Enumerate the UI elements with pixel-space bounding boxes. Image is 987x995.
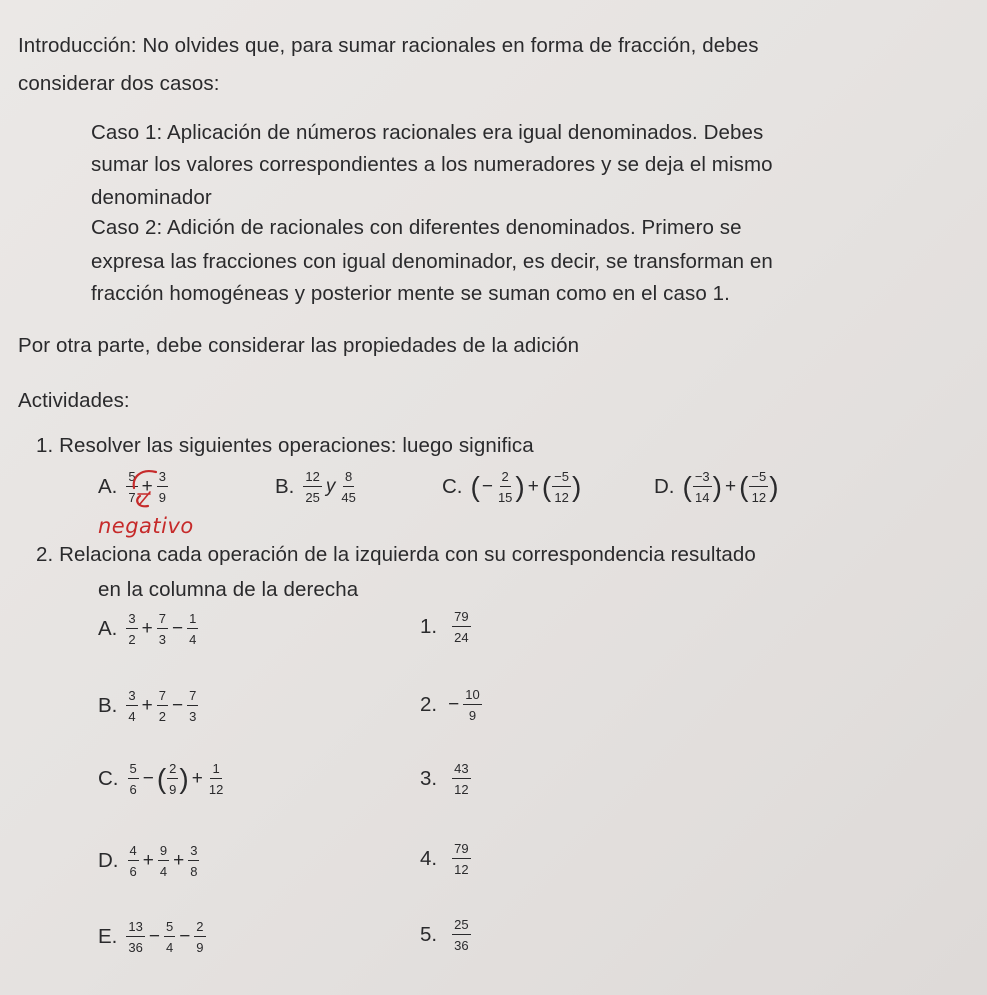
caso1-line-1: Caso 1: Aplicación de números racionales era igual denominados. Debes bbox=[91, 121, 764, 144]
fraction: $\frac{7}{3}$ bbox=[189, 688, 197, 724]
caso2-line-1: Caso 2: Adición de racionales con diferentes denominados. Primero se bbox=[91, 216, 742, 239]
match-right-5 bbox=[420, 918, 472, 952]
item-label: 1. bbox=[420, 615, 438, 638]
fraction: $\frac{2}{9}$ bbox=[169, 761, 177, 797]
fraction: $\frac{25}{36}$ bbox=[454, 917, 469, 953]
item-label: 2. bbox=[420, 693, 438, 716]
handwritten-circle-icon bbox=[128, 466, 168, 512]
intro-line-2: considerar dos casos: bbox=[18, 72, 220, 95]
fraction: $\frac{3}{9}$ bbox=[158, 469, 166, 505]
operator: + bbox=[141, 695, 153, 716]
item-label: B. bbox=[98, 694, 118, 717]
fraction: $\frac{2}{9}$ bbox=[196, 919, 204, 955]
match-left-e bbox=[98, 920, 207, 954]
operator: + bbox=[141, 476, 153, 497]
fraction: $\frac{12}{25}$ bbox=[305, 469, 320, 505]
fraction: $\frac{2}{15}$ bbox=[497, 469, 513, 505]
caso1-line-3: denominador bbox=[91, 186, 212, 209]
actividades-heading: Actividades: bbox=[18, 389, 130, 412]
item-label: E. bbox=[98, 925, 118, 948]
fraction: $\frac{-3}{14}$ bbox=[694, 469, 710, 505]
fraction: $\frac{7}{3}$ bbox=[158, 611, 166, 647]
match-right-1 bbox=[420, 610, 472, 644]
fraction: $\frac{-5}{12}$ bbox=[751, 469, 767, 505]
operator: − bbox=[148, 926, 160, 947]
fraction: $\frac{1}{4}$ bbox=[189, 611, 197, 647]
operator: + bbox=[191, 768, 203, 789]
fraction: $\frac{5}{7}$ bbox=[128, 469, 136, 505]
fraction: $\frac{10}{9}$ bbox=[465, 687, 480, 723]
fraction: $\frac{79}{24}$ bbox=[454, 609, 469, 645]
caso2-line-3: fracción homogéneas y posterior mente se suman como en el caso 1. bbox=[91, 282, 730, 305]
connector-text: y bbox=[325, 476, 336, 497]
match-left-b bbox=[98, 689, 199, 723]
fraction: $\frac{-5}{12}$ bbox=[554, 469, 569, 505]
operator: − bbox=[171, 618, 184, 639]
fraction: $\frac{3}{8}$ bbox=[190, 843, 198, 879]
operator: + bbox=[527, 476, 539, 497]
match-right-2 bbox=[420, 688, 483, 722]
intro-line-1: Introducción: No olvides que, para sumar racionales en forma de fracción, debes bbox=[18, 34, 759, 57]
item-label: A. bbox=[98, 617, 118, 640]
item-label: D. bbox=[98, 849, 119, 872]
fraction: $\frac{5}{4}$ bbox=[165, 919, 174, 955]
match-right-3 bbox=[420, 762, 472, 796]
operator: + bbox=[141, 618, 153, 639]
item-label: B. bbox=[275, 475, 295, 498]
activity2-title-line-2: en la columna de la derecha bbox=[98, 578, 359, 601]
fraction: $\frac{9}{4}$ bbox=[159, 843, 168, 879]
operator: + bbox=[724, 476, 737, 497]
match-right-4 bbox=[420, 842, 472, 876]
item-label: A. bbox=[98, 475, 118, 498]
sign: − bbox=[448, 694, 460, 715]
fraction: $\frac{5}{6}$ bbox=[129, 761, 137, 797]
handwritten-note: negativo bbox=[98, 514, 194, 538]
operator: − bbox=[179, 926, 191, 947]
item-label: D. bbox=[654, 475, 675, 498]
match-left-a bbox=[98, 612, 199, 646]
match-left-d bbox=[98, 844, 200, 878]
fraction: $\frac{43}{12}$ bbox=[454, 761, 469, 797]
item-label: C. bbox=[442, 475, 463, 498]
caso1-line-2: sumar los valores correspondientes a los numeradores y se deja el mismo bbox=[91, 153, 773, 176]
sign: − bbox=[481, 476, 493, 497]
activity2-title-line-1: 2. Relaciona cada operación de la izquierda con su correspondencia resultado bbox=[36, 543, 756, 566]
operator: − bbox=[142, 768, 154, 789]
match-left-c: C. $\frac{5}{6}$ − ( $\frac{2}{9}$ ) + $\frac{1}{12}$ bbox=[98, 761, 224, 797]
fraction: $\frac{7}{2}$ bbox=[158, 688, 166, 724]
item-label: 5. bbox=[420, 923, 438, 946]
fraction: $\frac{79}{12}$ bbox=[454, 841, 469, 877]
propiedades-text: Por otra parte, debe considerar las propiedades de la adición bbox=[18, 334, 580, 357]
item-label: 3. bbox=[420, 767, 438, 790]
activity1-title: 1. Resolver las siguientes operaciones: luego significa bbox=[36, 434, 534, 457]
operator: + bbox=[173, 850, 185, 871]
operator: − bbox=[171, 695, 184, 716]
fraction: $\frac{8}{45}$ bbox=[341, 469, 356, 505]
activity1-item-d: D. ( $\frac{-3}{14}$ ) + ( $\frac{-5}{12}$ ) bbox=[654, 469, 779, 505]
operator: + bbox=[142, 850, 154, 871]
item-label: 4. bbox=[420, 847, 438, 870]
item-label: C. bbox=[98, 767, 119, 790]
activity1-item-b bbox=[275, 470, 359, 504]
activity1-item-c: C. ( − $\frac{2}{15}$ ) + ( $\frac{-5}{12}$ ) bbox=[442, 469, 582, 505]
fraction: $\frac{4}{6}$ bbox=[129, 843, 137, 879]
fraction: $\frac{1}{12}$ bbox=[208, 761, 224, 797]
caso2-line-2: expresa las fracciones con igual denominador, es decir, se transforman en bbox=[91, 250, 773, 273]
fraction: $\frac{3}{2}$ bbox=[128, 611, 136, 647]
fraction: $\frac{13}{36}$ bbox=[128, 919, 143, 955]
fraction: $\frac{3}{4}$ bbox=[128, 688, 136, 724]
